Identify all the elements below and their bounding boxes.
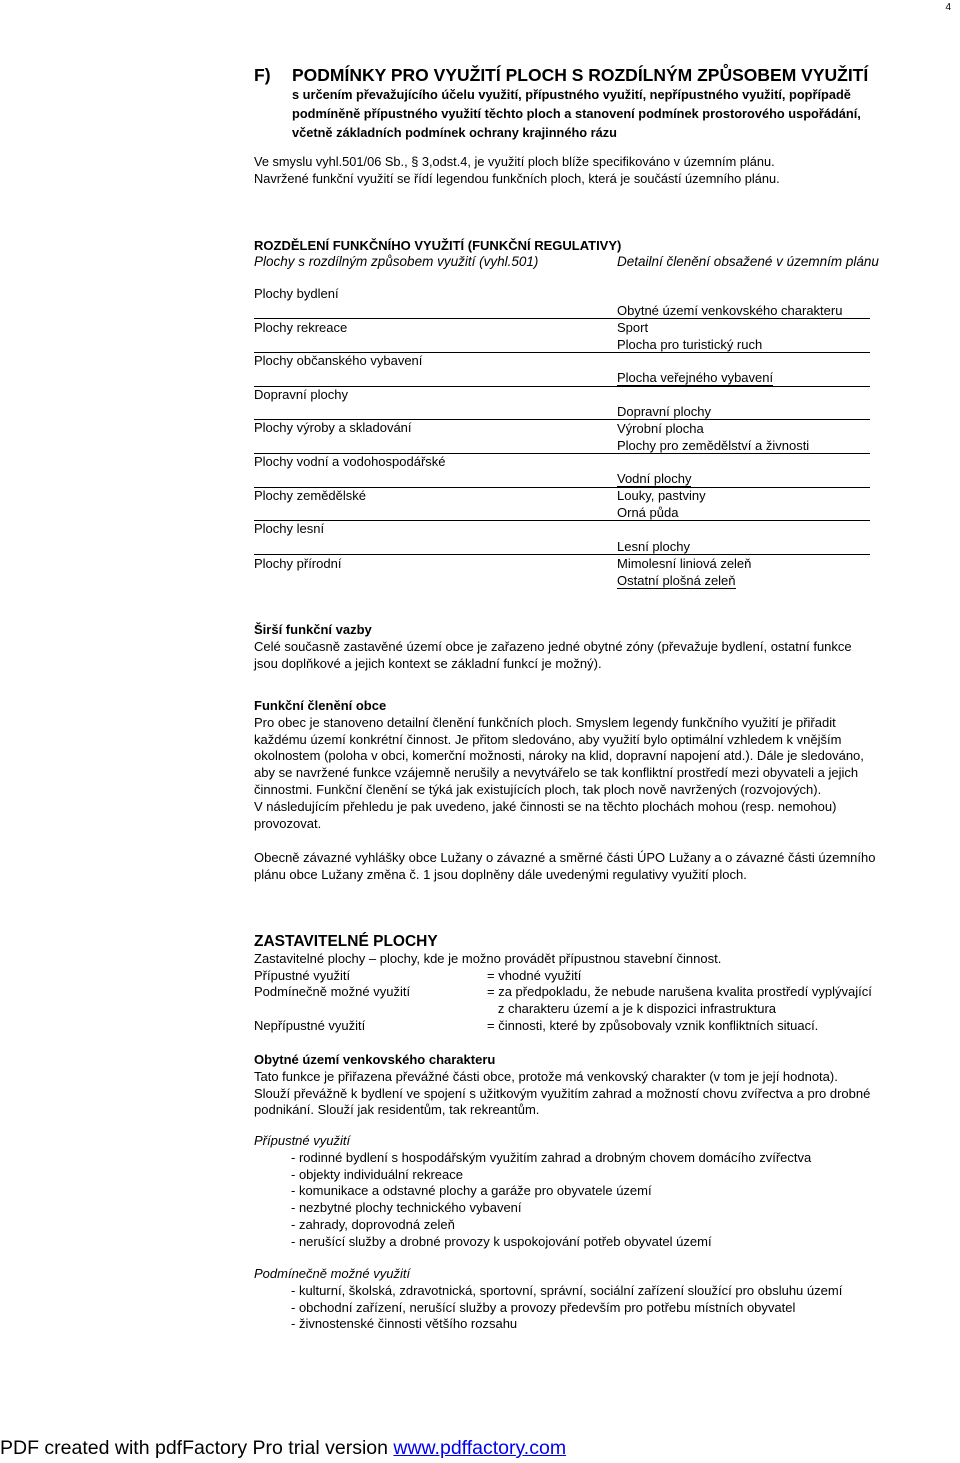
- row-divider: [254, 386, 870, 387]
- definition-row: [254, 984, 956, 1001]
- detail-category-item: Výrobní plocha: [617, 421, 704, 436]
- left-category-item: Plochy rekreace: [254, 320, 348, 335]
- definition-term: Nepřípustné využití: [254, 1017, 366, 1033]
- definition-row: [254, 1018, 956, 1035]
- detail-category-item: Sport: [617, 320, 649, 335]
- definition-row: [254, 1001, 956, 1018]
- definition-row: [254, 968, 956, 985]
- subtitle-line: včetně základních podmínek ochrany krajinného rázu: [292, 125, 617, 140]
- list-item: - kulturní, školská, zdravotnická, sportovní, správní, sociální zařízení sloužící pro obsluhu území: [291, 1282, 843, 1298]
- left-category-item: Plochy vodní a vodohospodářské: [254, 454, 446, 469]
- paragraph-line: podnikání. Slouží jak residentům, tak rekreantům.: [254, 1102, 540, 1118]
- zastavitelne-section: [254, 934, 956, 1035]
- detail-category-item: Ostatní plošná zeleň: [617, 573, 736, 588]
- paragraph-line: Celé současně zastavěné území obce je zařazeno jedné obytné zóny (převažuje bydlení, ostatní funkce: [254, 638, 852, 654]
- left-column-header: Plochy s rozdílným způsobem využití (vyhl.501): [254, 254, 539, 269]
- paragraph-line: plánu obce Lužany změna č. 1 jsou doplněny dále uvedenými regulativy využití ploch.: [254, 866, 747, 882]
- detail-category-item: Louky, pastviny: [617, 488, 706, 503]
- list-item: - nerušící služby a drobné provozy k uspokojování potřeb obyvatel území: [291, 1233, 712, 1249]
- left-category-item: Plochy zemědělské: [254, 488, 366, 503]
- pripustne-section: [254, 1133, 956, 1251]
- sirsi-vazby-section: [254, 622, 956, 672]
- left-category-item: Plochy bydlení: [254, 286, 339, 301]
- obytne-section: [254, 1052, 956, 1119]
- pdf-footer: [0, 1436, 566, 1460]
- subtitle-line: podmíněně přípustného využití těchto ploch a stanovení podmínek prostorového uspořádání,: [292, 106, 861, 121]
- definition-value: = vhodné využití: [487, 967, 582, 983]
- paragraph-line: V následujícím přehledu je pak uvedeno, jaké činnosti se na těchto plochách mohou (resp. nemohou): [254, 798, 837, 814]
- paragraph-line: aby se navržené funkce vzájemně nerušily a nevytvářelo se tak konfliktní prostředí mezi obyvateli a jejich: [254, 765, 859, 781]
- paragraph-line: Tato funkce je přiřazena převážné části obce, protože má venkovský charakter (v tom je její hodnota).: [254, 1068, 838, 1084]
- list-item: - živnostenské činnosti většího rozsahu: [291, 1316, 518, 1332]
- list-item: - objekty individuální rekreace: [291, 1166, 463, 1182]
- section-subtitle: [292, 85, 861, 142]
- list-item: - komunikace a odstavné plochy a garáže pro obyvatele území: [291, 1183, 652, 1199]
- paragraph-line: každému území konkrétní činnost. Je přitom sledováno, aby využití bylo optimální vzhledem k vnějším: [254, 731, 842, 747]
- subtitle-line: s určením převažujícího účelu využití, přípustného využití, nepřípustného využití, popřípadě: [292, 87, 851, 102]
- detail-category-item: Obytné území venkovského charakteru: [617, 303, 843, 318]
- funkcni-cleneni-title: Funkční členění obce: [254, 698, 387, 713]
- footer-text: PDF created with pdfFactory Pro trial version: [0, 1437, 394, 1459]
- left-category-item: Plochy výroby a skladování: [254, 420, 412, 435]
- detail-category-item: Lesní plochy: [617, 539, 690, 554]
- obytne-title: Obytné území venkovského charakteru: [254, 1052, 496, 1067]
- paragraph-line: Obecně závazné vyhlášky obce Lužany o závazné a směrné části ÚPO Lužany a o závazné části územního: [254, 850, 876, 865]
- page-number: 4: [945, 2, 951, 13]
- row-divider: [254, 352, 870, 353]
- definition-list: [254, 968, 956, 1035]
- detail-category-item: Plocha pro turistický ruch: [617, 337, 763, 352]
- row-divider: [254, 487, 870, 488]
- intro-line: Navržené funkční využití se řídí legendou funkčních ploch, která je součástí územního plánu.: [254, 171, 780, 186]
- definition-value: z charakteru území a je k dispozici infrastruktura: [487, 1001, 777, 1017]
- intro-text: [254, 153, 780, 187]
- definition-value: = za předpokladu, že nebude narušena kvalita prostředí vyplývající: [487, 984, 872, 1000]
- left-category-item: Plochy občanského vybavení: [254, 353, 423, 368]
- sirsi-vazby-title: Širší funkční vazby: [254, 622, 372, 637]
- funkcni-cleneni-section: [254, 698, 956, 832]
- left-category-item: Dopravní plochy: [254, 387, 348, 402]
- footer-link[interactable]: www.pdffactory.com: [393, 1437, 567, 1459]
- left-category-item: Plochy přírodní: [254, 556, 342, 571]
- rozdeleni-title: ROZDĚLENÍ FUNKČNÍHO VYUŽITÍ (FUNKČNÍ REGULATIVY): [254, 238, 622, 253]
- detail-category-item: Dopravní plochy: [617, 404, 711, 419]
- list-item: - rodinné bydlení s hospodářským využitím zahrad a drobným chovem domácího zvířectva: [291, 1149, 812, 1165]
- paragraph-line: jsou doplňkové a jejich kontext se základní funkcí je možný).: [254, 655, 602, 671]
- definition-term: Přípustné využití: [254, 967, 351, 983]
- paragraph-line: provozovat.: [254, 815, 322, 831]
- podminecne-section: [254, 1266, 956, 1333]
- podminecne-title: Podmínečně možné využití: [254, 1266, 411, 1281]
- section-letter: F): [254, 65, 271, 85]
- paragraph-line: okolnostem (poloha v obci, komerční možnosti, nároky na klid, dopravní napojení atd.). Dále je sledováno,: [254, 748, 864, 764]
- intro-line: Ve smyslu vyhl.501/06 Sb., § 3,odst.4, je využití ploch blíže specifikováno v územním plánu.: [254, 154, 775, 169]
- right-column-header: Detailní členění obsažené v územním plánu: [617, 254, 879, 269]
- pripustne-title: Přípustné využití: [254, 1133, 351, 1148]
- list-item: - obchodní zařízení, nerušící služby a provozy především pro potřebu místních obyvatel: [291, 1299, 796, 1315]
- row-divider: [254, 554, 870, 555]
- paragraph-line: Pro obec je stanoveno detailní členění funkčních ploch. Smyslem legendy funkčního využití je přiřadit: [254, 714, 836, 730]
- detail-category-item: Orná půda: [617, 505, 679, 520]
- left-category-item: Plochy lesní: [254, 521, 325, 536]
- detail-category-item: Plocha veřejného vybavení: [617, 370, 774, 385]
- detail-category-item: Plochy pro zemědělství a živnosti: [617, 438, 810, 453]
- detail-category-item: Vodní plochy: [617, 471, 692, 486]
- definition-value: = činnosti, které by způsobovaly vznik konfliktních situací.: [487, 1017, 819, 1033]
- definition-term: Podmínečně možné využití: [254, 984, 411, 1000]
- list-item: - zahrady, doprovodná zeleň: [291, 1216, 455, 1232]
- row-divider: [254, 419, 870, 420]
- zastavitelne-intro: Zastavitelné plochy – plochy, kde je možno provádět přípustnou stavební činnost.: [254, 950, 722, 966]
- detail-category-item: Mimolesní liniová zeleň: [617, 556, 752, 571]
- paragraph-line: Slouží převážně k bydlení ve spojení s užitkovým využitím zahrad a možností chovu zvířectva a pro drobné: [254, 1085, 871, 1101]
- section-title: PODMÍNKY PRO VYUŽITÍ PLOCH S ROZDÍLNÝM ZPŮSOBEM VYUŽITÍ: [292, 65, 869, 85]
- list-item: - nezbytné plochy technického vybavení: [291, 1200, 522, 1216]
- row-divider: [254, 520, 870, 521]
- section-heading: [254, 64, 868, 86]
- paragraph-line: činnostmi. Funkční členění se týká jak existujících ploch, tak ploch nově navržených (rozvojových).: [254, 781, 822, 797]
- obecne-section: [254, 850, 956, 884]
- zastavitelne-title: ZASTAVITELNÉ PLOCHY: [254, 933, 438, 950]
